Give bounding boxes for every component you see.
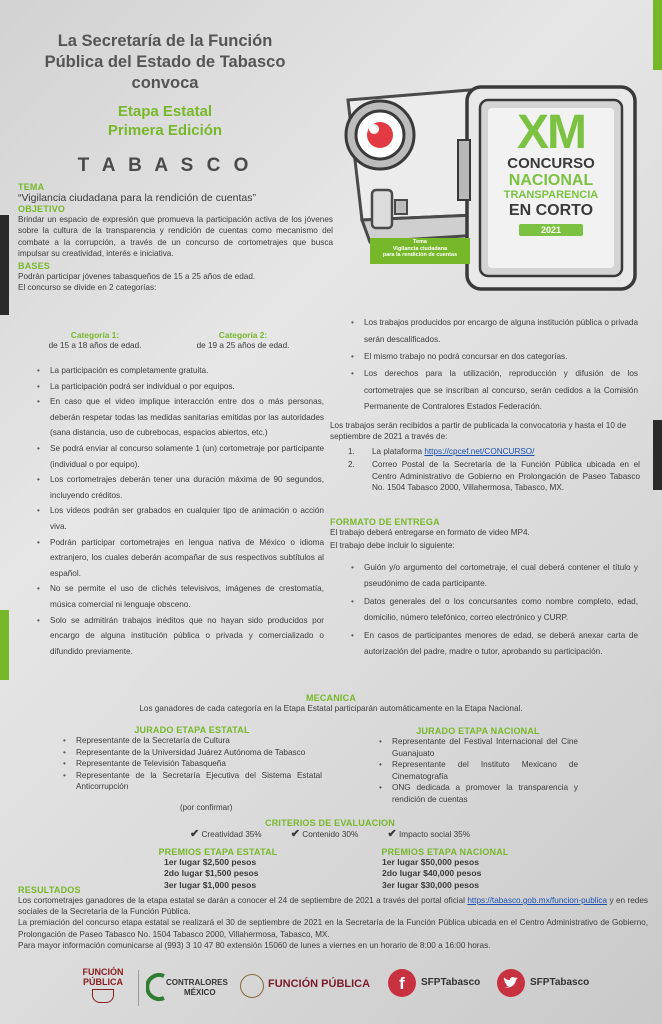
criterion-impacto: ✔ Impacto social 35% <box>387 828 470 840</box>
funcion-publica-logo <box>75 967 131 1003</box>
reception-block <box>330 420 640 493</box>
list-item: • Representante del Instituto Mexicano de Cinematografía <box>378 759 578 782</box>
jury-state-list <box>62 735 322 793</box>
poster-word2: NACIONAL <box>508 172 594 189</box>
jury-state <box>62 725 322 812</box>
category-2 <box>178 330 308 351</box>
list-item: • Guión y/o argumento del cortometraje, el cual deberá contener el título y pseudónimo de cada participante. <box>350 560 638 591</box>
results-text-2: La premiación del concurso etapa estatal se realizará el 30 de septiembre de 2021 en la Secretaría de la Función Pública ubicada en el Centro Administrativo de Gobierno, Prolongación de Paseo Tabasco No. 1504 Tabasco 2000, Villahermosa, Tabasco, MX. <box>18 918 648 939</box>
poster-word4: EN CORTO <box>508 202 594 219</box>
poster-tema-label: Tema <box>413 239 427 245</box>
left-accent-bar <box>0 215 9 315</box>
list-item: • Representante del Festival Internacional del Cine Guanajuato <box>378 736 578 759</box>
cat2-range: de 19 a 25 años de edad. <box>196 340 290 350</box>
mecanica-text: Los ganadores de cada categoría en la Etapa Estatal participarán automáticamente en la Etapa Nacional. <box>139 704 523 713</box>
list-item: • Representante de la Universidad Juárez Autónoma de Tabasco <box>62 747 322 759</box>
prize-3: 3er lugar $1,000 pesos <box>164 879 257 890</box>
footer <box>0 960 662 1024</box>
list-item: • El mismo trabajo no podrá concursar en dos categorías. <box>350 348 638 366</box>
check-icon: ✔ <box>190 828 200 840</box>
header-line2: Pública del Estado de Tabasco <box>44 53 286 71</box>
reception-option-1 <box>330 446 640 457</box>
logo3-text: FUNCIÓN PÚBLICA <box>268 978 371 990</box>
seal-icon <box>240 974 264 998</box>
logo2-line1: CONTRALORES <box>166 978 228 987</box>
jurado-nacional-label: JURADO ETAPA NACIONAL <box>416 726 540 736</box>
prize-2: 2do lugar $40,000 pesos <box>382 868 482 879</box>
tema-label: TEMA <box>18 182 45 192</box>
jury-national <box>378 726 578 806</box>
list-item: • En casos de participantes menores de edad, se deberá anexar carta de autorización del padre, madre o tutor, aprobando su participación. <box>350 628 638 659</box>
objetivo-text: Brindar un espacio de expresión que promueva la participación activa de los jóvenes sobre la cultura de la transparencia y rendición de cuentas como mecanismo del combate a la corrupción, a través de un concurso de cortometrajes que busca impulsar su creatividad, interés e iniciativa. <box>18 215 333 259</box>
option-number: 2. <box>348 460 355 470</box>
list-item: • No se permite el uso de clichés televisivos, imágenes de crestomatía, música comercial ni lenguaje obsceno. <box>36 581 324 612</box>
list-item: • La participación podrá ser individual o por equipos. <box>36 379 324 395</box>
bases-line1: Podrán participar jóvenes tabasqueños de 15 a 25 años de edad. <box>18 271 256 281</box>
objetivo-label: OBJETIVO <box>18 204 66 214</box>
poster-word3: TRANSPARENCIA <box>503 189 599 201</box>
list-item: • Representante de la Secretaría Ejecutiva del Sistema Estatal Anticorrupción <box>62 770 322 793</box>
list-item: • Los derechos para la utilización, reproducción y difusión de los cortometrajes que se inscriban al concurso, serán cedidos a la Comisión Permanente de Contralores Estados Federación. <box>350 366 638 416</box>
format-block <box>330 517 640 552</box>
criterios-label: CRITERIOS DE EVALUACION <box>265 818 395 828</box>
stage-title: Etapa Estatal <box>117 103 213 120</box>
formato-line2: El trabajo debe incluir lo siguiente: <box>330 540 455 550</box>
criteria-block <box>190 818 470 841</box>
cat1-title: Categoría 1: <box>70 330 120 340</box>
poster-title <box>488 108 614 238</box>
facebook-handle: SFPTabasco <box>421 977 481 988</box>
list-item: • Representante de Televisión Tabasqueña <box>62 758 322 770</box>
list-item: • En caso que el video implique interacción entre dos o más personas, deberán respetar todas las medidas sanitarias emitidas por las autoridades (sana distancia, uso de cubrebocas, espacios abiertos, etc.) <box>36 394 324 441</box>
por-confirmar-note: (por confirmar) <box>180 803 233 812</box>
poster-tema-line1: Vigilancia ciudadana <box>392 245 448 252</box>
tabasco-link[interactable]: https://tabasco.gob.mx/funcion-publica <box>467 896 608 905</box>
divider <box>138 970 139 1006</box>
header <box>20 31 310 177</box>
state-title: T A B A S C O <box>77 155 253 176</box>
twitter-icon <box>497 969 525 997</box>
right-accent-bar <box>653 420 662 490</box>
logo1-line2: PÚBLICA <box>83 977 123 987</box>
header-line1: La Secretaría de la Función <box>57 32 273 50</box>
option-2-text: Correo Postal de la Secretaría de la Función Pública ubicada en el Centro Administrativo de Gobierno en Prolongación de Paseo Tabasco No. 1504 Tabasco 2000, Villahermosa, Tabasco, MX. <box>372 460 640 493</box>
premios-nacional-label: PREMIOS ETAPA NACIONAL <box>381 847 509 857</box>
tema-text: “Vigilancia ciudadana para la rendición de cuentas” <box>18 192 256 204</box>
criterion-creatividad: ✔ Creatividad 35% <box>190 828 262 840</box>
criteria-row <box>190 828 470 841</box>
logo1-line1: FUNCIÓN <box>82 967 124 977</box>
formato-line1: El trabajo deberá entregarse en formato de video MP4. <box>330 528 530 537</box>
list-item: • Los cortometrajes deberán tener una duración máxima de 90 segundos, incluyendo créditos. <box>36 472 324 503</box>
facebook-icon: f <box>388 969 416 997</box>
contest-poster <box>340 60 640 295</box>
format-list <box>350 560 638 659</box>
cpcef-link[interactable]: https://cpcef.net/CONCURSO/ <box>424 446 535 456</box>
bases-label: BASES <box>18 260 51 271</box>
cat2-title: Categoría 2: <box>218 330 268 340</box>
list-item: • Representante de la Secretaría de Cultura <box>62 735 322 747</box>
poster-roman: XM <box>517 106 585 159</box>
reception-intro: Los trabajos serán recibidos a partir de publicada la convocatoria y hasta el 10 de septiembre de 2021 a través de: <box>330 421 627 442</box>
poster-word1: CONCURSO <box>507 155 595 172</box>
list-item: • Se podrá enviar al concurso solamente 1 (un) cortometraje por participante (individual o por equipo). <box>36 441 324 472</box>
check-icon: ✔ <box>290 828 300 840</box>
poster-tema-tag <box>370 239 470 259</box>
jurado-estatal-label: JURADO ETAPA ESTATAL <box>134 725 250 735</box>
list-item: • Solo se admitirán trabajos inéditos que no hayan sido producidos por encargo de alguna institución pública o privada y comercializado o difundido previamente. <box>36 613 324 660</box>
prize-1: 1er lugar $50,000 pesos <box>382 857 479 867</box>
premios-estatal-label: PREMIOS ETAPA ESTATAL <box>158 847 278 857</box>
results-text-3: Para mayor información comunicarse al (993) 3 10 47 80 extensión 15060 de lunes a viernes en un horario de 8:00 a 16:00 horas. <box>18 940 491 950</box>
results-block <box>18 885 648 951</box>
intro-block <box>18 182 333 293</box>
criterion-contenido: ✔ Contenido 30% <box>290 828 359 840</box>
contralores-icon <box>146 972 168 1002</box>
list-item: • La participación es completamente gratuita. <box>36 363 324 379</box>
list-item: • Los videos podrán ser grabados en cualquier tipo de animación o acción viva. <box>36 503 324 534</box>
right-accent-bar-green <box>653 0 662 70</box>
bases-line2: El concurso se divide en 2 categorías: <box>18 283 157 293</box>
poster-tema-line2: para la rendición de cuentas <box>382 252 458 258</box>
list-item: • ONG dedicada a promover la transparencia y rendición de cuentas <box>378 782 578 805</box>
poster-year: 2021 <box>519 224 583 236</box>
rules-list-right <box>350 315 638 416</box>
category-1 <box>30 330 160 351</box>
prize-3: 3er lugar $30,000 pesos <box>382 879 479 890</box>
option-1-text: La plataforma <box>372 446 425 456</box>
list-item: • Los trabajos producidos por encargo de alguna institución pública o privada serán descalificados. <box>350 315 638 348</box>
mecanica-label: MECANICA <box>305 693 357 703</box>
mechanics-block <box>20 693 642 714</box>
left-accent-bar-green <box>0 610 9 680</box>
prize-1: 1er lugar $2,500 pesos <box>164 857 257 867</box>
list-item: • Datos generales del o los concursantes como nombre completo, edad, domicilio, número telefónico, correo electrónico y CURP. <box>350 594 638 625</box>
formato-label: FORMATO DE ENTREGA <box>330 517 440 527</box>
option-number: 1. <box>348 446 355 456</box>
shield-icon <box>92 989 114 1003</box>
edition-title: Primera Edición <box>107 122 223 139</box>
rules-list <box>36 363 324 659</box>
resultados-label: RESULTADOS <box>18 885 81 895</box>
list-item: • Podrán participar cortometrajes en lengua nativa de México o idioma extranjero, los cuales deberán acompañar de sus respectivos subtítulos al español. <box>36 535 324 582</box>
jury-national-list <box>378 736 578 806</box>
header-line3: convoca <box>131 74 199 92</box>
cat1-range: de 15 a 18 años de edad. <box>48 340 142 350</box>
twitter-handle: SFPTabasco <box>530 977 590 988</box>
logo2-line2: MÉXICO <box>184 988 216 997</box>
prize-2: 2do lugar $1,500 pesos <box>164 868 259 879</box>
reception-option-2 <box>330 459 640 493</box>
check-icon: ✔ <box>387 828 397 840</box>
results-text-1: Los cortometrajes ganadores de la etapa estatal se darán a conocer el 24 de septiembre de 2021 a través del portal oficial https://tabasco.gob.mx/funcion-publica y en redes sociales de la Secretaría de la Función Pública. <box>18 896 648 917</box>
